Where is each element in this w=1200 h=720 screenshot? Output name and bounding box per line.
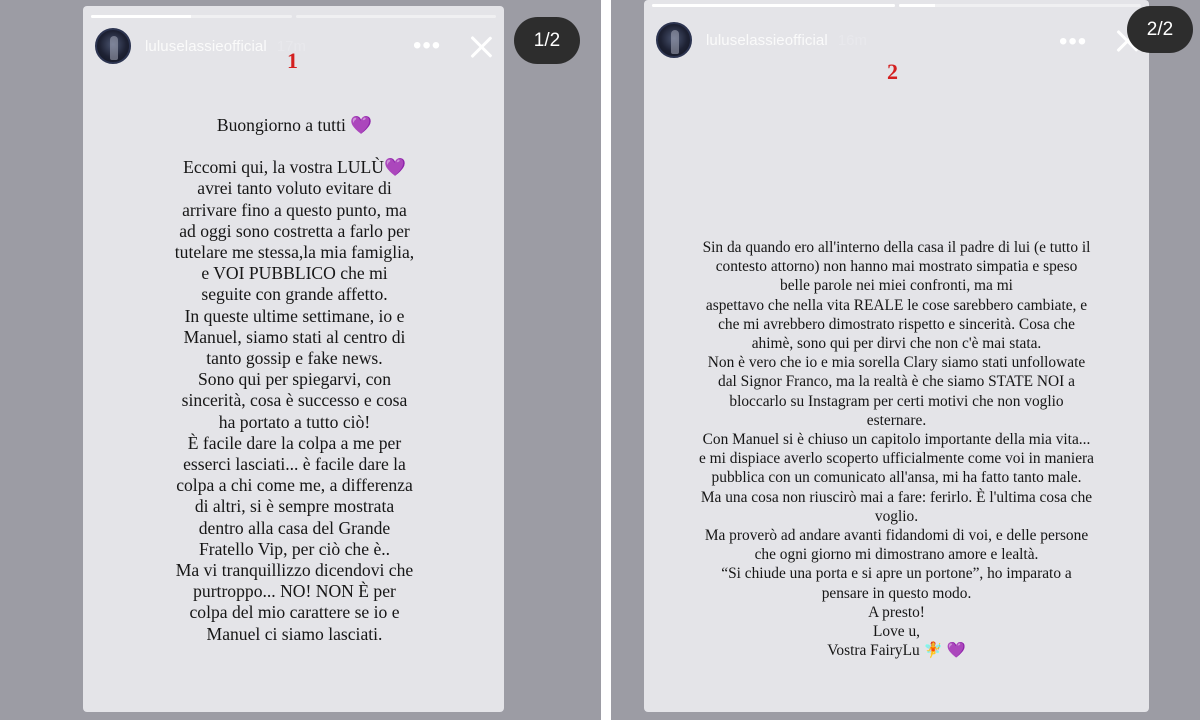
story-line: voglio.	[874, 507, 919, 525]
annotation-number: 1	[287, 48, 298, 73]
story-line: colpa del mio carattere se io e	[189, 602, 400, 623]
story-line: avrei tanto voluto evitare di	[197, 178, 392, 199]
story-line: Sono qui per spiegarvi, con	[197, 369, 391, 390]
story-greeting: Buongiorno a tutti 💜	[216, 115, 373, 135]
story-line: e mi dispiace averlo scoperto ufficialmente come voi in maniera	[698, 450, 1095, 468]
story-line: Manuel, siamo stati al centro di	[183, 326, 406, 347]
story-line: È facile dare la colpa a me per	[187, 432, 402, 453]
progress-segment	[899, 4, 1142, 7]
story-line: di altri, si è sempre mostrata	[194, 496, 395, 517]
story-line: esternare.	[866, 411, 927, 429]
story-line: Ma proverò ad andare avanti fidandomi di voi, e delle persone	[704, 527, 1089, 545]
username[interactable]: luluselassieofficial	[145, 37, 267, 55]
story-line: “Si chiude una porta e si apre un portone”, ho imparato a	[721, 565, 1072, 583]
story-line: aspettavo che nella vita REALE le cose sarebbero cambiate, e	[705, 296, 1088, 314]
progress-segment	[652, 4, 895, 7]
story-line: che ogni giorno mi dimostrano amore e lealtà.	[754, 546, 1039, 564]
progress-fill	[652, 4, 895, 7]
story-lines	[644, 238, 1149, 660]
story-line: colpa a chi come me, a differenza	[176, 475, 413, 496]
story-screenshot-right	[611, 0, 1200, 720]
story-line: Ma vi tranquillizzo dicendovi che	[175, 560, 414, 581]
post-time: 16m	[837, 31, 867, 49]
page-counter-badge: 2/2	[1127, 6, 1193, 53]
story-line: dal Signor Franco, ma la realtà è che siamo STATE NOI a	[718, 373, 1075, 391]
story-line: Love u,	[872, 623, 920, 641]
progress-segment	[91, 15, 292, 18]
story-text	[644, 238, 1149, 660]
story-line: contesto attorno) non hanno mai mostrato simpatia e speso	[715, 258, 1078, 276]
story-text	[84, 115, 505, 645]
story-line: A presto!	[868, 603, 925, 621]
story-progress-bar	[652, 4, 1141, 7]
story-line: purtroppo... NO! NON È per	[193, 581, 396, 602]
story-line: tanto gossip e fake news.	[206, 348, 383, 369]
story-line: pubblica con un comunicato all'ansa, mi ha fatto tanto male.	[711, 469, 1082, 487]
story-line: ha portato a tutto ciò!	[218, 411, 371, 432]
story-line: esserci lasciati... è facile dare la	[183, 454, 406, 475]
story-line: Vostra FairyLu 🧚 💜	[827, 642, 966, 660]
story-line: In queste ultime settimane, io e	[184, 305, 405, 326]
story-line: arrivare fino a questo punto, ma	[182, 199, 407, 220]
progress-fill	[91, 15, 191, 18]
story-line: tutelare me stessa,la mia famiglia,	[174, 242, 415, 263]
story-lines	[84, 157, 505, 645]
progress-segment	[296, 15, 497, 18]
story-line: Non è vero che io e mia sorella Clary siamo stati unfollowate	[707, 354, 1086, 372]
story-line: seguite con grande affetto.	[201, 284, 388, 305]
story-line: sincerità, cosa è successo e cosa	[181, 390, 408, 411]
story-line: Eccomi qui, la vostra LULÙ💜	[183, 157, 406, 178]
story-line: Manuel ci siamo lasciati.	[206, 623, 383, 644]
page-counter-badge: 1/2	[514, 17, 580, 64]
story-line: Sin da quando ero all'interno della casa il padre di lui (e tutto il	[702, 239, 1091, 256]
story-line: ad oggi sono costretta a farlo per	[179, 220, 410, 241]
progress-fill	[899, 4, 935, 7]
story-line: e VOI PUBBLICO che mi	[201, 263, 388, 284]
story-line: dentro alla casa del Grande	[198, 517, 391, 538]
story-progress-bar	[91, 15, 496, 18]
story-line: Fratello Vip, per ciò che è..	[198, 538, 391, 559]
story-line: belle parole nei miei confronti, ma mi	[780, 277, 1013, 295]
avatar[interactable]	[95, 28, 131, 64]
more-icon[interactable]: •••	[1059, 28, 1088, 55]
story-line: Ma una cosa non riuscirò mai a fare: ferirlo. È l'ultima cosa che	[700, 488, 1093, 506]
avatar[interactable]	[656, 22, 692, 58]
annotation-number: 2	[887, 59, 898, 84]
close-icon[interactable]	[468, 34, 494, 60]
story-line: ahimè, sono qui per dirvi che non c'è mai stata.	[751, 335, 1042, 353]
more-icon[interactable]: •••	[413, 32, 442, 59]
story-line: Con Manuel si è chiuso un capitolo importante della mia vita...	[702, 431, 1091, 449]
story-line: bloccarlo su Instagram per certi motivi che non voglio	[729, 392, 1064, 410]
post-time: 17m	[276, 37, 306, 55]
username[interactable]: luluselassieofficial	[706, 31, 828, 49]
story-line: che mi avrebbero dimostrato rispetto e sincerità. Cosa che	[718, 315, 1075, 333]
story-line: pensare in questo modo.	[821, 584, 972, 602]
